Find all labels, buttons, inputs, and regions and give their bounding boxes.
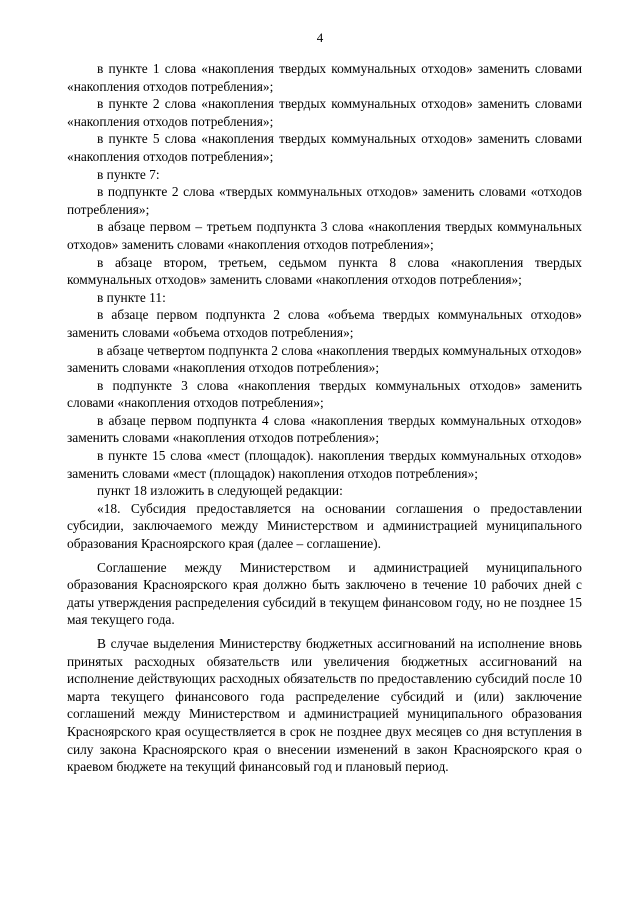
- paragraph: Соглашение между Министерством и администрацией муниципального образования Красноярского края должно быть заключено в течение 10 рабочих дней с даты утверждения распределения субсидий в текущем финансовом году, но не позднее 15 мая текущего года.: [67, 559, 582, 628]
- paragraph: в абзаце первом подпункта 2 слова «объема твердых коммунальных отходов» заменить словами «объема отходов потребления»;: [67, 307, 582, 340]
- paragraph: в абзаце первом подпункта 4 слова «накопления твердых коммунальных отходов» заменить словами «накопления отходов потребления»;: [67, 412, 582, 446]
- paragraph: В случае выделения Министерству бюджетных ассигнований на исполнение вновь принятых расходных обязательств или увеличения бюджетных ассигнований на исполнение действующих расходных обязательств по предоставлению субсидий после 10 марта текущего финансового года распределение субсидий и (или) заключение соглашений между Министерством и администрацией муниципального образования Красноярского края осуществляется в срок не позднее двух месяцев со дня вступления в силу закона Красноярского края о внесении изменений в закон Красноярского края о краевом бюджете на текущий финансовый год и плановый период.: [67, 636, 582, 775]
- paragraph: пункт 18 изложить в следующей редакции:: [97, 483, 343, 499]
- paragraph: в абзаце втором, третьем, седьмом пункта 8 слова «накопления твердых коммунальных отходов» заменить словами «накопления отходов потребления»;: [67, 254, 582, 288]
- paragraph: в абзаце первом – третьем подпункта 3 слова «накопления твердых коммунальных отходов» заменить словами «накопления отходов потребления»;: [67, 219, 582, 252]
- page-number: 4: [316, 30, 324, 45]
- paragraph: в подпункте 3 слова «накопления твердых коммунальных отходов» заменить словами «накопления отходов потребления»;: [67, 377, 582, 411]
- paragraph: в пункте 7:: [97, 166, 160, 182]
- paragraph: в абзаце четвертом подпункта 2 слова «накопления твердых коммунальных отходов» заменить словами «накопления отходов потребления»;: [67, 342, 582, 376]
- document-body: [67, 60, 582, 776]
- paragraph: в пункте 5 слова «накопления твердых коммунальных отходов» заменить словами «накопления отходов потребления»;: [67, 131, 582, 164]
- paragraph: в пункте 1 слова «накопления твердых коммунальных отходов» заменить словами «накопления отходов потребления»;: [67, 61, 582, 94]
- paragraph: в пункте 15 слова «мест (площадок). накопления твердых коммунальных отходов» заменить словами «мест (площадок) накопления отходов потребления»;: [67, 448, 582, 481]
- paragraph: в пункте 11:: [97, 289, 166, 305]
- paragraph: в подпункте 2 слова «твердых коммунальных отходов» заменить словами «отходов потребления»;: [67, 184, 582, 217]
- paragraph: в пункте 2 слова «накопления твердых коммунальных отходов» заменить словами «накопления отходов потребления»;: [67, 96, 582, 129]
- paragraph-clause-18: «18. Субсидия предоставляется на основании соглашения о предоставлении субсидии, заключаемого между Министерством и администрацией муниципального образования Красноярского края (далее – соглашение).: [67, 500, 582, 552]
